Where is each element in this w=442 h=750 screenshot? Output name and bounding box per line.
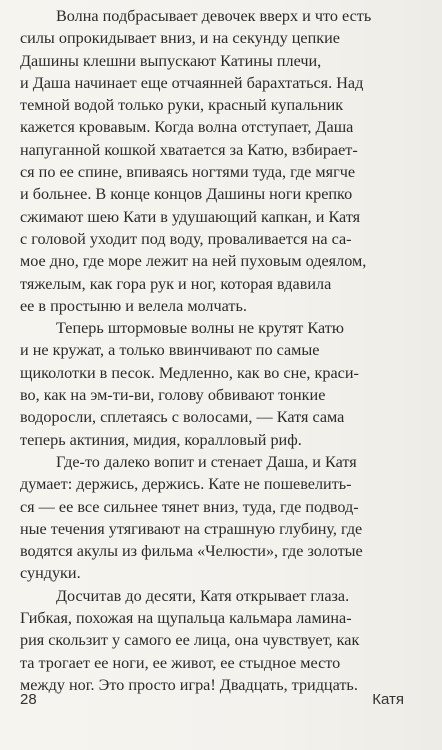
text-line: силы опрокидывает вниз, и на секунду цепкие — [20, 29, 340, 48]
text-line: сжимают шею Кати в удушающий капкан, и Катя — [20, 207, 361, 226]
text-line: ся — ее все сильнее тянет вниз, туда, где подвод- — [20, 497, 359, 516]
text-line: Дашины клешни выпускают Катины плечи, — [20, 51, 322, 70]
text-line: теперь актиния, мидия, коралловый риф. — [20, 430, 302, 449]
page-number: 28 — [20, 691, 37, 708]
text-line: мое дно, где море лежит на ней пуховым одеялом, — [20, 252, 367, 271]
text-line: Досчитав до десяти, Катя открывает глаза. — [56, 586, 350, 605]
text-line: Где-то далеко вопит и стенает Даша, и Катя — [56, 452, 357, 471]
text-line: Волна подбрасывает девочек вверх и что есть — [56, 7, 372, 25]
paragraph — [20, 451, 416, 585]
text-line: и больнее. В конце концов Дашины ноги крепко — [20, 185, 353, 204]
text-line: темной водой только руки, красный купальник — [20, 96, 344, 115]
paragraph — [20, 585, 416, 696]
text-line: во, как на эм-ти-ви, голову обвивают тонкие — [20, 386, 326, 405]
text-line: сундуки. — [20, 564, 81, 583]
text-line: напуганной кошкой хватается за Катю, взбирает- — [20, 140, 358, 159]
text-line: рия скользит у самого ее лица, она чувствует, как — [20, 631, 360, 650]
running-title: Катя — [372, 691, 404, 708]
text-line: та трогает ее ноги, ее живот, ее стыдное место — [20, 653, 341, 672]
text-line: думает: держись, держись. Кате не пошевелить- — [20, 475, 352, 494]
text-line: с головой уходит под воду, проваливается на са- — [20, 229, 352, 248]
paragraph — [20, 5, 416, 317]
text-line: щиколотки в песок. Медленно, как во сне, краси- — [20, 363, 359, 382]
text-line: ные течения утягивают на страшную глубину, где — [20, 519, 363, 538]
text-line: тяжелым, как гора рук и ног, которая вдавила — [20, 274, 332, 293]
text-line: кажется кровавым. Когда волна отступает, Даша — [20, 118, 354, 137]
body-text — [20, 5, 416, 696]
text-line: водоросли, сплетаясь с волосами, — Катя сама — [20, 408, 345, 427]
text-line: ее в простыню и велела молчать. — [20, 296, 247, 315]
text-line: и Даша начинает еще отчаянней барахтаться. Над — [20, 73, 364, 92]
paragraph — [20, 317, 416, 451]
text-line: водятся акулы из фильма «Челюсти», где золотые — [20, 542, 363, 561]
text-line: между ног. Это просто игра! Двадцать, тридцать. — [20, 675, 358, 694]
text-line: ся по ее спине, впиваясь ногтями туда, где мягче — [20, 163, 356, 182]
text-line: Гибкая, похожая на щупальца кальмара ламина- — [20, 609, 352, 628]
text-line: Теперь штормовые волны не крутят Катю — [56, 319, 344, 338]
text-line: и не кружат, а только ввинчивают по самые — [20, 341, 320, 360]
